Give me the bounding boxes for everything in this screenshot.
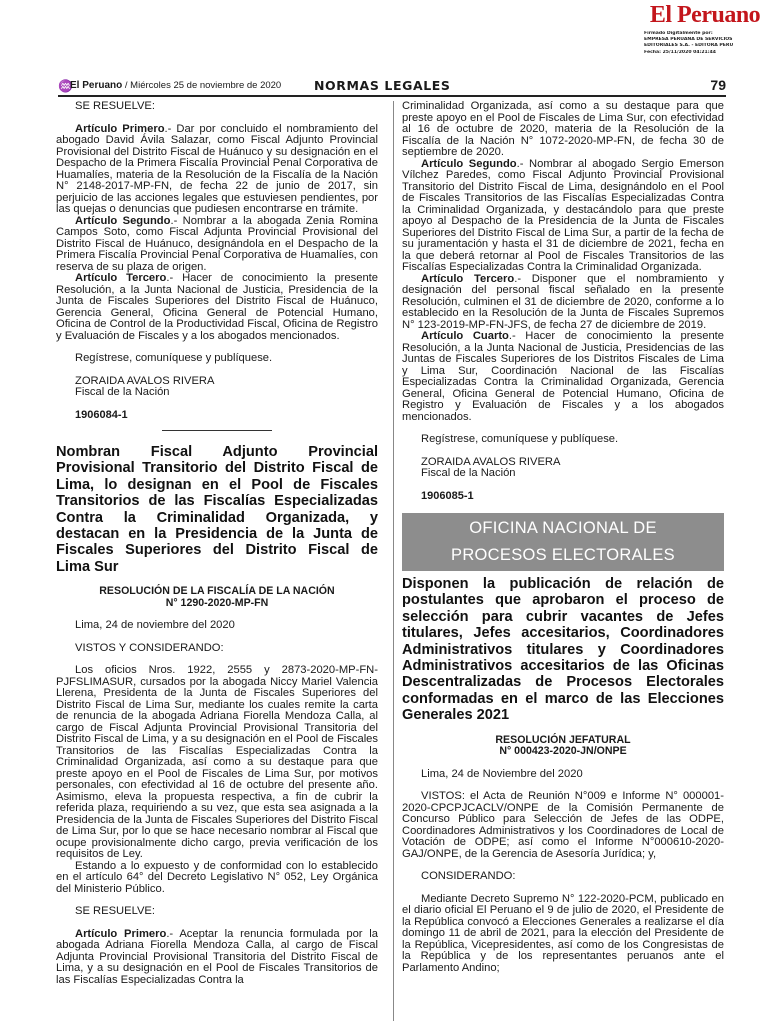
resolve-label: SE RESUELVE: [75, 905, 155, 918]
institution-band [402, 513, 724, 571]
digital-signature-stamp [644, 31, 766, 56]
article-heading: Nombran Fiscal Adjunto Provincial Provisional Transitorio del Distrito Fiscal de Lima, lo designan en el Pool de Fiscales Transitorios de las Fiscalías Especializadas Contra la Criminalidad Organizada, y destacan en la Presidencia de la Junta de Fiscales Superiores del Distrito Fiscal de Lima Sur [56, 444, 378, 575]
article-text: .- Dar por concluido el nombramiento del abogado David Ávila Salazar, como Fiscal Adjunto Provincial Provisional del Distrito Fiscal de Huánuco y su designación en el Despacho de la Primera Fiscalía Provincial Penal Corporativa de Huamalíes, materia de la Resolución de la Fiscalía de la Nación N° 2148-2017-MP-FN, de fecha 22 de junio de 2017, sin perjuicio de las acciones legales que estuviesen pendientes, por las quejas o denuncias que pudiesen encontrarse en trámite. [56, 122, 378, 215]
stamp-line: Firmado Digitalmente por: [644, 31, 713, 36]
signature-name: ZORAIDA AVALOS RIVERA [75, 374, 215, 387]
header-date-text: / Miércoles 25 de noviembre de 2020 [124, 80, 282, 91]
separator-rule [162, 430, 272, 431]
institution-band-line: PROCESOS ELECTORALES [451, 546, 675, 564]
article-text: .- Hacer de conocimiento la presente Resolución, a la Junta Nacional de Justicia, Presidencias de las Juntas de Fiscales Superiores de los Distritos Fiscales de Lima y Lima Sur, Coordinación Nacional de las Fiscalías Especializadas Contra la Criminalidad Organizada, Gerencia General, Oficina General de Potencial Humano, Oficina de Registro y Evaluación de Fiscales y a los abogados mencionados. [402, 330, 725, 423]
article-paragraph [402, 274, 724, 332]
publication-code: 1906084-1 [75, 408, 128, 421]
left-column [56, 101, 378, 986]
article-lead: Artículo Segundo [75, 214, 171, 227]
publication-code: 1906085-1 [421, 489, 474, 502]
article-text: .- Nombrar a la abogada Zenia Romina Campos Soto, como Fiscal Adjunta Provincial Provisional del Distrito Fiscal de Huánuco, designándola en el Despacho de la Primera Fiscalía Provincial Penal Corporativa de Huamalíes, con reserva de su plaza de origen. [56, 214, 378, 273]
article-text: .- Hacer de conocimiento la presente Resolución, a la Junta Nacional de Justicia, Presidencia de la Junta de Fiscales Superiores del Distrito Fiscal de Huánuco, Gerencia General, Oficina General de Potencial Humano, Oficina de Control de la Productividad Fiscal, Oficina de Registro y Evaluación de Fiscales y a los abogados mencionados. [56, 272, 378, 342]
resolution-title: RESOLUCIÓN DE LA FISCALÍA DE LA NACIÓN [99, 585, 335, 598]
article-heading: Disponen la publicación de relación de postulantes que aprobaron el proceso de selección para cubrir vacantes de Jefes titulares, Jefes accesitarios, Coordinadores Administrativos titulares y Coordinadores Administrativos accesitarios de las Oficinas Descentralizadas de Procesos Electorales conformadas en el marco de las Elecciones Generales 2021 [402, 576, 724, 724]
body-paragraph: Los oficios Nros. 1922, 2555 y 2873-2020-MP-FN-PJFSLIMASUR, cursados por la abogada Niccy Mariel Valencia Llerena, Presidenta de la Junta de Fiscales Superiores del Distrito Fiscal de Lima Sur, mediante los cuales remite la carta de renuncia de la abogada Adriana Fiorella Mendoza Calla, al cargo de Fiscal Adjunta Provincial Provisional Transitoria del Distrito Fiscal de Lima, y a su designación en el Pool de Fiscales Transitorios de las Fiscalías Especializadas Contra la Criminalidad Organizada, así como a su destaque para que preste apoyo en el Pool de Fiscales de Lima Sur, por motivos personales, con efectividad al 16 de octubre del presente año. Asimismo, eleva la propuesta respectiva, a fin de cubrir la referida plaza, requiriendo a su vez, que esta sea asignada a la Presidencia de la Junta de Fiscales Superiores del Distrito Fiscal de Lima Sur, por lo que se hace necesario nombrar al Fiscal que ocupe provisionalmente dicho cargo, previa verificación de los requisitos de Ley. [56, 664, 378, 861]
column-divider [393, 101, 394, 1021]
header-rule [58, 95, 726, 97]
article-text: .- Disponer que el nombramiento y designación del personal fiscal señalado en la presente Resolución, culminen el 31 de diciembre de 2020, conforme a lo establecido en la Resolución de la Junta de Fiscales Supremos N° 123-2019-MP-FN-JFS, de fecha 27 de diciembre de 2019. [402, 272, 724, 331]
article-paragraph [402, 331, 724, 423]
body-paragraph: Criminalidad Organizada, así como a su destaque para que preste apoyo en el Pool de Fiscales de Lima Sur, con efectividad al 16 de octubre de 2020, materia de la Resolución de la Fiscalía de la Nación N° 1072-2020-MP-FN, de fecha 30 de septiembre de 2020. [402, 100, 724, 158]
body-paragraph: Mediante Decreto Supremo N° 122-2020-PCM, publicado en el diario oficial El Peruano el 9 de julio de 2020, el Presidente de la República convocó a Elecciones Generales a realizarse el día domingo 11 de abril de 2021, para la elección del Presidente de la República, Vicepresidentes, así como de los Congresistas de la República y de los representantes peruanos ante el Parlamento Andino; [402, 892, 724, 974]
article-paragraph [402, 159, 724, 274]
vistos-paragraph: VISTOS: el Acta de Reunión N°009 e Informe N° 000001-2020-CPCPJCACLV/ONPE de la Comisión Permanente de Concurso Público para Selección de Jefes de las ODPE, Coordinadores Administrativos y los Coordinadores de Local de Votación de ODPE; así como el Informe N°000610-2020-GAJ/ONPE, de la Gerencia de Asesoría Jurídica; y, [402, 790, 724, 860]
considerando-label: CONSIDERANDO: [421, 870, 516, 883]
signature-title: Fiscal de la Nación [421, 467, 516, 479]
page-header [58, 77, 726, 97]
stamp-line: EDITORIALES S.A. - EDITORA PERU [644, 43, 734, 49]
el-peruano-logo: El Peruano [649, 2, 761, 28]
article-text: .- Aceptar la renuncia formulada por la abogada Adriana Fiorella Mendoza Calla, al cargo de Fiscal Adjunta Provincial Provisional Transitoria del Distrito Fiscal de Lima, y a su designación en el Pool de Fiscales Transitorios de las Fiscalías Especializadas Contra la [56, 927, 379, 986]
header-paper-name: El Peruano [70, 80, 123, 91]
resolution-number: N° 000423-2020-JN/ONPE [499, 745, 627, 758]
article-lead: Artículo Primero [75, 122, 165, 135]
header-date [70, 80, 281, 91]
article-paragraph [56, 929, 378, 987]
body-paragraph: Estando a lo expuesto y de conformidad con lo establecido en el artículo 64° del Decreto Legislativo N° 052, Ley Orgánica del Ministerio Público. [56, 859, 378, 895]
article-paragraph [56, 216, 378, 274]
article-paragraph [56, 124, 378, 216]
institution-band-line: OFICINA NACIONAL DE [469, 519, 657, 537]
article-paragraph [56, 273, 378, 342]
vistos-label: VISTOS Y CONSIDERANDO: [75, 641, 224, 654]
right-column [402, 101, 724, 974]
stamp-line: Fecha: 25/11/2020 04:21:44 [644, 49, 716, 55]
article-lead: Artículo Tercero [421, 272, 515, 285]
article-text: .- Nombrar al abogado Sergio Emerson Vílchez Paredes, como Fiscal Adjunto Provincial Provisional Transitorio del Distrito Fiscal de Lima, designándolo en el Pool de Fiscales Transitorios de las Fiscalías Especializadas Contra la Criminalidad Organizada, y destacándolo para que preste apoyo al Despacho de la Presidencia de la Junta de Fiscales Superiores del Distrito Fiscal de Lima Sur, a partir de la fecha de su juramentación y hasta el 31 de diciembre de 2021, fecha en la que deberá retornar al Pool de Fiscales Transitorios de las Fiscalías Especializadas Contra la Criminalidad Organizada. [402, 157, 724, 273]
resolution-title: RESOLUCIÓN JEFATURAL [495, 733, 631, 746]
closing-formula: Regístrese, comuníquese y publíquese. [75, 352, 273, 364]
section-title: NORMAS LEGALES [314, 78, 451, 93]
article-lead: Artículo Primero [75, 927, 167, 940]
resolution-date: Lima, 24 de Noviembre del 2020 [421, 767, 583, 780]
closing-formula: Regístrese, comuníquese y publíquese. [421, 433, 619, 445]
signature-title: Fiscal de la Nación [75, 386, 170, 398]
resolve-label: SE RESUELVE: [75, 100, 155, 112]
resolution-number: N° 1290-2020-MP-FN [165, 596, 269, 609]
stamp-line: EMPRESA PERUANA DE SERVICIOS [644, 37, 733, 43]
article-lead: Artículo Cuarto [421, 330, 509, 342]
resolution-date: Lima, 24 de noviembre del 2020 [75, 619, 235, 632]
ornament-icon: ♒ [58, 79, 73, 93]
article-lead: Artículo Tercero [75, 272, 167, 284]
article-lead: Artículo Segundo [421, 157, 517, 170]
page-number: 79 [710, 77, 726, 93]
signature-name: ZORAIDA AVALOS RIVERA [421, 455, 561, 468]
